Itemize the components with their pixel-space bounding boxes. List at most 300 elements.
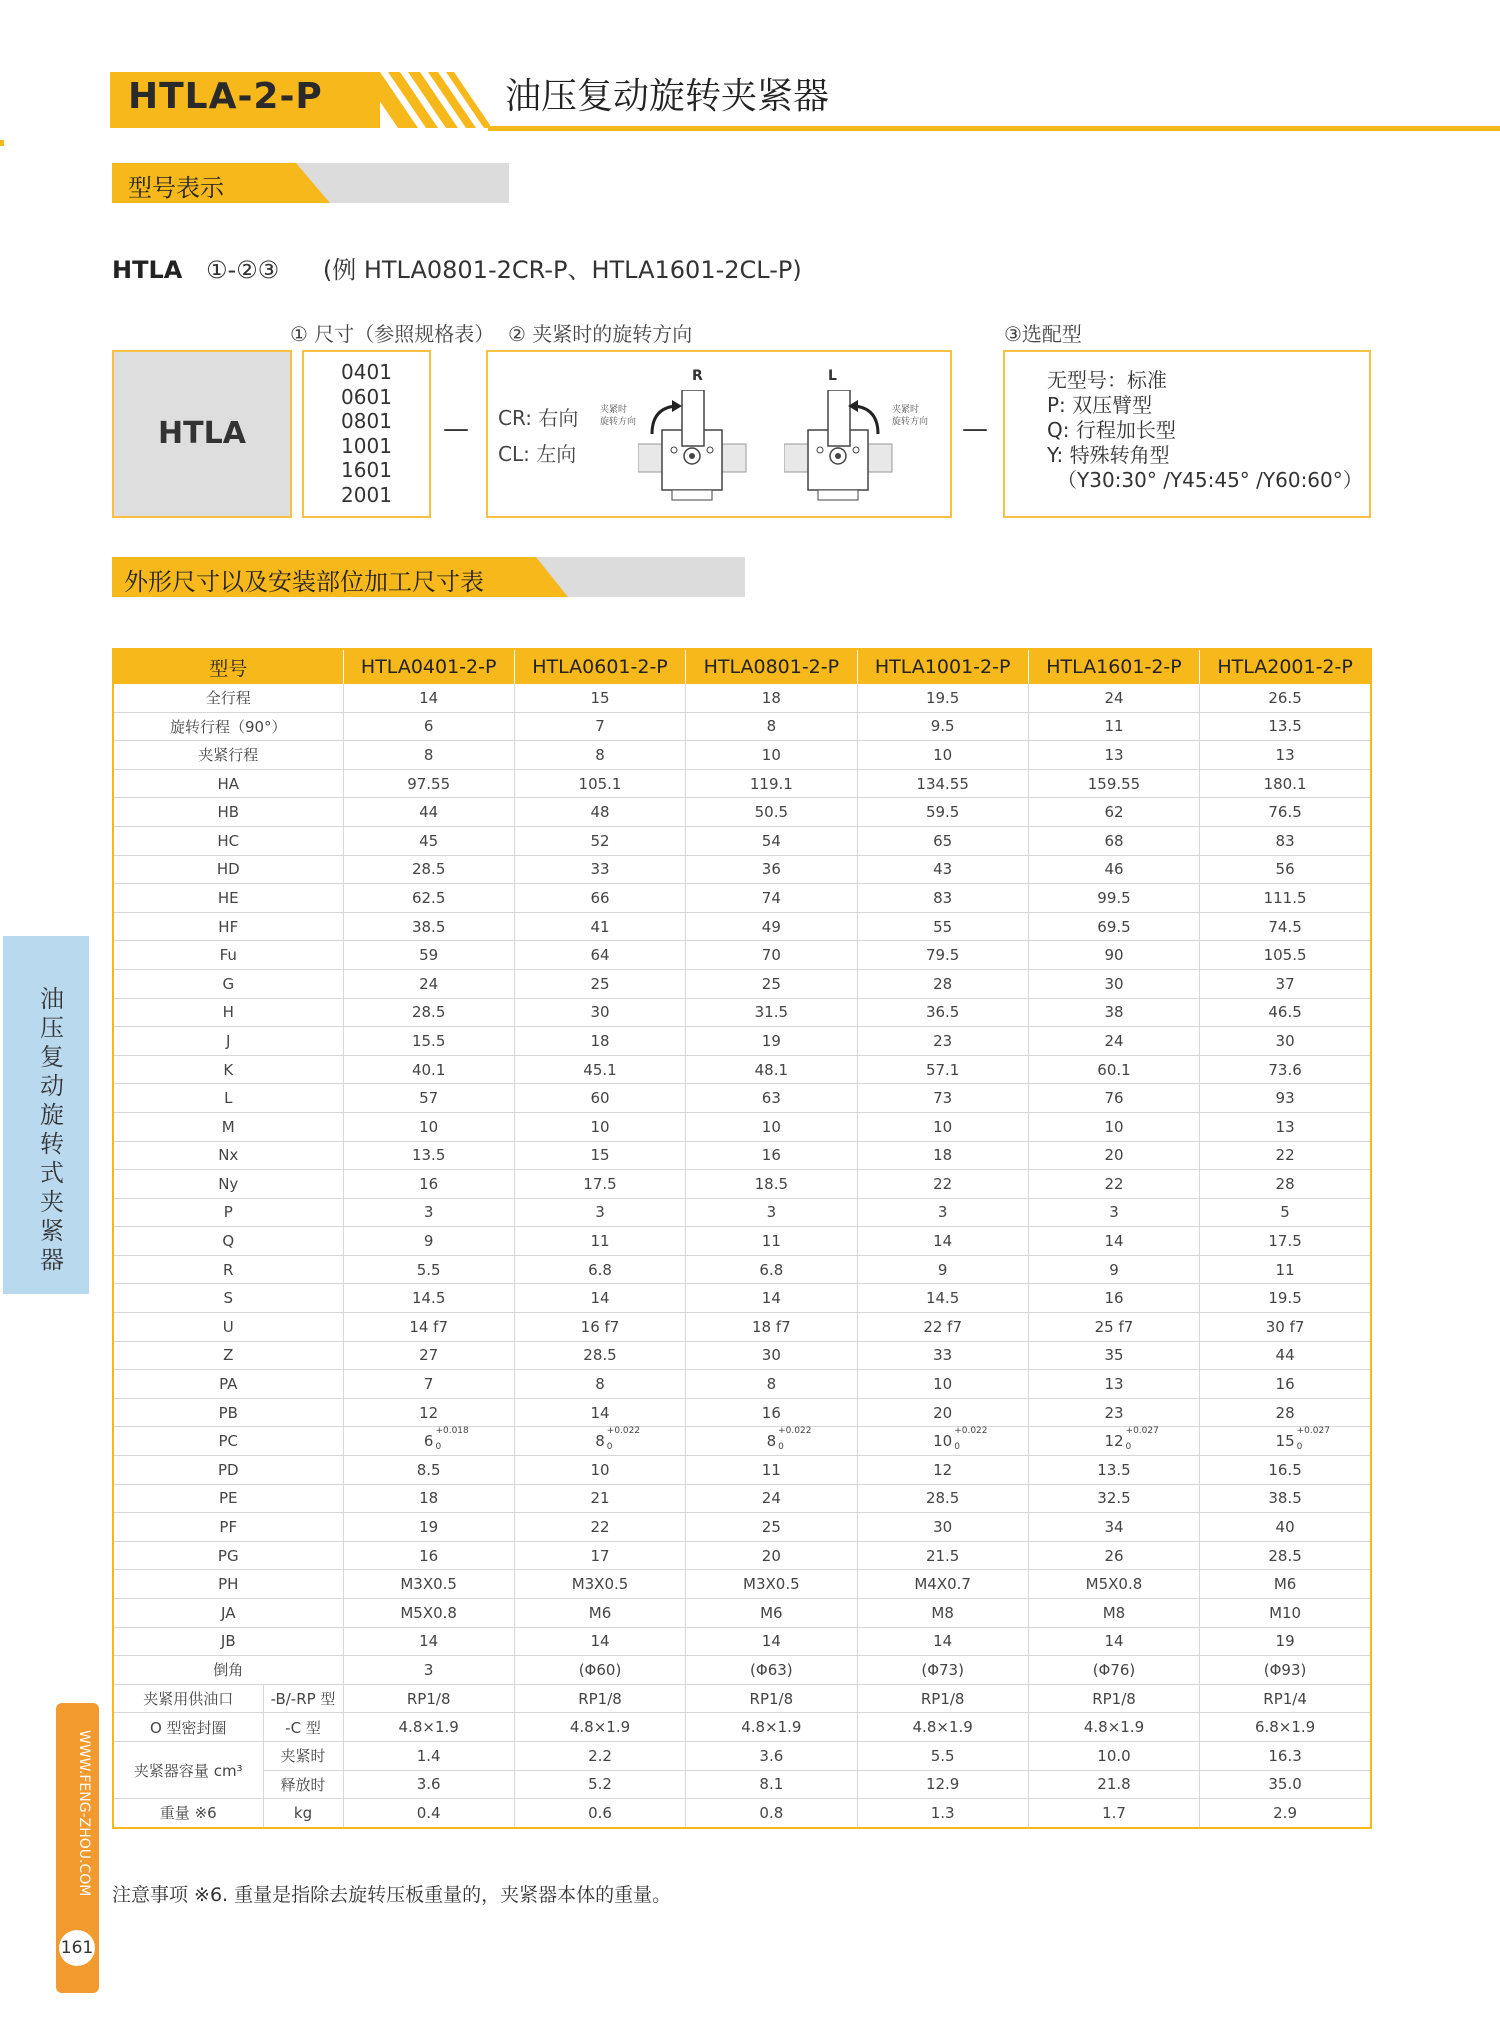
table-cell: 62.5 [343,884,514,913]
table-row [113,1227,1371,1256]
row-sublabel: kg [263,1799,343,1828]
table-row [113,712,1371,741]
table-cell: 83 [1200,826,1371,855]
table-cell: 17 [514,1541,685,1570]
table-cell: 28 [1200,1398,1371,1427]
table-row [113,1398,1371,1427]
table-row [113,1341,1371,1370]
table-cell: 12.9 [857,1770,1028,1799]
table-cell: 2.2 [514,1741,685,1770]
dir-note-right [600,404,636,428]
table-cell: M6 [686,1599,857,1628]
table-cell: 93 [1200,1084,1371,1113]
table-cell: 10 [857,1112,1028,1141]
direction-box [486,350,952,518]
table-cell: 1.4 [343,1741,514,1770]
table-cell: 45 [343,826,514,855]
spec-table [112,648,1372,1829]
lower-tolerance: 0 [1125,1442,1132,1453]
size-item: 0801 [341,409,392,433]
table-cell: 13.5 [1200,712,1371,741]
table-cell: 22 f7 [857,1313,1028,1342]
table-cell: RP1/4 [1200,1684,1371,1713]
row-label: PH [113,1570,343,1599]
table-cell: M8 [1028,1599,1199,1628]
table-row [113,1456,1371,1485]
table-cell: 49 [686,912,857,941]
upper-tolerance: +0.022 [606,1426,641,1437]
dir-note-line: 夹紧时 [892,405,920,415]
table-row [113,1570,1371,1599]
table-row [113,1170,1371,1199]
table-row [113,769,1371,798]
row-label: G [113,969,343,998]
row-label: Q [113,1227,343,1256]
table-header-model: HTLA0801-2-P [686,649,857,684]
table-cell: 3 [857,1198,1028,1227]
table-cell: 8 [514,741,685,770]
table-cell: 30 f7 [1200,1313,1371,1342]
row-label: PE [113,1484,343,1513]
nominal-value: 12 [1104,1432,1124,1451]
table-cell: 38 [1028,998,1199,1027]
header-underline [488,126,1500,131]
table-cell: 7 [343,1370,514,1399]
table-cell: 41 [514,912,685,941]
table-cell: M8 [857,1599,1028,1628]
table-cell: 3.6 [343,1770,514,1799]
option-list [1047,368,1363,493]
table-cell: 7 [514,712,685,741]
table-cell: 28.5 [514,1341,685,1370]
table-cell: 46 [1028,855,1199,884]
table-cell: 8.1 [686,1770,857,1799]
upper-tolerance: +0.027 [1296,1426,1330,1437]
table-cell-tolerance [514,1427,685,1456]
table-cell: M5X0.8 [1028,1570,1199,1599]
size-box [302,350,431,518]
table-row [113,1627,1371,1656]
table-cell: 16 [686,1398,857,1427]
table-cell: 14 [857,1627,1028,1656]
size-item: 1001 [341,433,392,458]
table-cell: 90 [1028,941,1199,970]
table-cell: (Φ60) [514,1656,685,1685]
lower-tolerance: 0 [606,1442,613,1453]
table-cell: 74.5 [1200,912,1371,941]
table-cell: 18 [857,1141,1028,1170]
table-cell: 57 [343,1084,514,1113]
table-cell: 3 [343,1198,514,1227]
tolerance-value [1104,1426,1159,1453]
table-cell: 10 [343,1112,514,1141]
lower-tolerance: 0 [954,1442,960,1453]
table-header-model: HTLA0601-2-P [514,649,685,684]
table-cell: 45.1 [514,1055,685,1084]
table-cell: 34 [1028,1513,1199,1542]
table-cell: 19 [1200,1627,1371,1656]
table-cell: (Φ63) [686,1656,857,1685]
label-size: ① 尺寸（参照规格表） [290,322,495,346]
table-cell: 48.1 [686,1055,857,1084]
table-cell: 1.3 [857,1799,1028,1828]
table-cell: 22 [1200,1141,1371,1170]
table-cell: 5.5 [857,1741,1028,1770]
table-cell: 23 [1028,1398,1199,1427]
table-cell: RP1/8 [514,1684,685,1713]
table-cell: 22 [1028,1170,1199,1199]
table-cell: M3X0.5 [514,1570,685,1599]
row-label: PG [113,1541,343,1570]
table-cell-tolerance [686,1427,857,1456]
table-cell: M5X0.8 [343,1599,514,1628]
table-row [113,969,1371,998]
row-label: HE [113,884,343,913]
row-sublabel: 夹紧时 [263,1741,343,1770]
table-cell: 11 [686,1456,857,1485]
table-row [113,1313,1371,1342]
table-cell: 20 [1028,1141,1199,1170]
row-label: PD [113,1456,343,1485]
table-cell: M4X0.7 [857,1570,1028,1599]
table-cell: 105.1 [514,769,685,798]
table-cell: 60.1 [1028,1055,1199,1084]
table-cell: 10 [857,1370,1028,1399]
table-cell: 14 [514,1627,685,1656]
table-cell: 4.8×1.9 [1028,1713,1199,1742]
row-sublabel: -B/-RP 型 [263,1684,343,1713]
table-cell: 21.8 [1028,1770,1199,1799]
table-cell: 0.4 [343,1799,514,1828]
table-cell: 60 [514,1084,685,1113]
row-label: O 型密封圈 [113,1713,263,1742]
row-label: M [113,1112,343,1141]
table-cell: 16 [343,1170,514,1199]
row-label: S [113,1284,343,1313]
table-row [113,1656,1371,1685]
table-cell: 6 [343,712,514,741]
row-label: P [113,1198,343,1227]
table-cell: 28.5 [857,1484,1028,1513]
table-cell: 10 [857,741,1028,770]
table-header-model: HTLA1001-2-P [857,649,1028,684]
table-cell: 30 [857,1513,1028,1542]
table-header-model: HTLA0401-2-P [343,649,514,684]
table-row [113,1198,1371,1227]
section-model-title: 型号表示 [128,174,224,202]
table-cell: 20 [857,1398,1028,1427]
table-cell: 36.5 [857,998,1028,1027]
table-cell-tolerance [343,1427,514,1456]
table-cell: 0.6 [514,1799,685,1828]
table-cell: 33 [857,1341,1028,1370]
row-label: 旋转行程（90°） [113,712,343,741]
table-header-model: HTLA1601-2-P [1028,649,1199,684]
table-cell: 8 [343,741,514,770]
table-cell: 62 [1028,798,1199,827]
row-label: HD [113,855,343,884]
row-label: Ny [113,1170,343,1199]
table-cell: 36 [686,855,857,884]
table-row [113,1513,1371,1542]
table-cell: 21.5 [857,1541,1028,1570]
table-cell: 4.8×1.9 [343,1713,514,1742]
table-cell: 16.3 [1200,1741,1371,1770]
table-cell: 13 [1200,741,1371,770]
row-label: K [113,1055,343,1084]
table-cell: 8 [686,1370,857,1399]
table-row [113,741,1371,770]
upper-tolerance: +0.027 [1125,1426,1159,1437]
table-cell: 3 [514,1198,685,1227]
row-label: 重量 ※6 [113,1799,263,1828]
table-cell: 6.8 [514,1255,685,1284]
option-item: Y: 特殊转角型 [1047,443,1170,467]
table-cell: 14 [1028,1227,1199,1256]
table-row [113,912,1371,941]
table-cell: 30 [1200,1027,1371,1056]
table-row [113,684,1371,712]
table-cell: 28.5 [343,855,514,884]
table-row [113,1284,1371,1313]
table-cell: (Φ76) [1028,1656,1199,1685]
table-row [113,1799,1371,1828]
website-url: WWW.FENG-ZHOU.COM [76,1730,92,1897]
table-row [113,1484,1371,1513]
table-cell: 33 [514,855,685,884]
row-label: HB [113,798,343,827]
table-cell: 22 [857,1170,1028,1199]
label-option: ③选配型 [1004,322,1082,346]
table-cell: M6 [514,1599,685,1628]
table-row [113,1599,1371,1628]
table-cell: 25 [686,1513,857,1542]
clamp-right-drawing [638,390,748,510]
table-cell: 18 [686,684,857,712]
lower-tolerance: 0 [1296,1442,1303,1453]
row-label: L [113,1084,343,1113]
table-cell: 35 [1028,1341,1199,1370]
table-cell: 16 f7 [514,1313,685,1342]
size-item: 2001 [341,482,392,507]
dir-note-line: 夹紧时 [600,405,628,415]
table-cell: 10 [514,1456,685,1485]
table-cell: 10 [686,1112,857,1141]
nominal-value: 10 [933,1432,953,1451]
table-cell: 19.5 [1200,1284,1371,1313]
table-cell: 6.8×1.9 [1200,1713,1371,1742]
dir-note-line: 旋转方向 [892,417,929,427]
table-cell: 28 [857,969,1028,998]
table-cell: 76 [1028,1084,1199,1113]
row-label: Z [113,1341,343,1370]
row-label: 夹紧器容量 cm³ [113,1741,263,1798]
table-cell: 13.5 [343,1141,514,1170]
table-cell: 18 [343,1484,514,1513]
table-cell: 66 [514,884,685,913]
dash-separator: — [443,414,469,444]
nominal-value: 8 [595,1432,605,1451]
nominal-value: 15 [1275,1432,1295,1451]
table-cell: M6 [1200,1570,1371,1599]
option-item: Q: 行程加长型 [1047,418,1176,442]
table-cell: 24 [1028,684,1199,712]
table-cell: 17.5 [514,1170,685,1199]
dir-note-line: 旋转方向 [600,417,637,427]
tolerance-value [423,1426,469,1453]
table-cell: 10 [686,741,857,770]
page-number: 161 [59,1930,95,1966]
dir-cr: CR: 右向 [498,406,579,430]
table-cell: 59 [343,941,514,970]
tolerance-value [595,1426,641,1453]
option-box [1003,350,1371,518]
table-cell: 3 [1028,1198,1199,1227]
row-label: Nx [113,1141,343,1170]
table-cell: 64 [514,941,685,970]
table-cell: 14 [514,1284,685,1313]
option-item: （Y30:30° /Y45:45° /Y60:60°） [1057,468,1363,492]
table-cell: RP1/8 [343,1684,514,1713]
table-cell: 21 [514,1484,685,1513]
table-row [113,998,1371,1027]
table-row [113,1027,1371,1056]
table-cell: 79.5 [857,941,1028,970]
table-cell: 180.1 [1200,769,1371,798]
table-row [113,1770,1371,1799]
table-cell: 40.1 [343,1055,514,1084]
table-cell: 11 [686,1227,857,1256]
table-cell: 18 [514,1027,685,1056]
tolerance-value [766,1426,812,1453]
row-label: 夹紧用供油口 [113,1684,263,1713]
label-direction: ② 夹紧时的旋转方向 [508,322,693,346]
table-cell: 4.8×1.9 [686,1713,857,1742]
lower-tolerance: 0 [778,1442,784,1453]
table-row [113,1255,1371,1284]
row-label: 倒角 [113,1656,343,1685]
table-cell: 1.7 [1028,1799,1199,1828]
table-cell: 11 [514,1227,685,1256]
table-cell: 23 [857,1027,1028,1056]
table-cell: 20 [686,1541,857,1570]
table-cell: 3 [343,1656,514,1685]
table-cell: 3 [686,1198,857,1227]
table-cell: 28.5 [1200,1541,1371,1570]
table-cell: 9 [343,1227,514,1256]
table-cell: 111.5 [1200,884,1371,913]
table-cell: 30 [1028,969,1199,998]
table-cell: 99.5 [1028,884,1199,913]
header-stripes [360,72,490,132]
table-cell: 54 [686,826,857,855]
table-row [113,1741,1371,1770]
table-cell: 55 [857,912,1028,941]
table-cell: 10 [514,1112,685,1141]
row-label: R [113,1255,343,1284]
table-cell: 2.9 [1200,1799,1371,1828]
table-cell: 18.5 [686,1170,857,1199]
row-label: HF [113,912,343,941]
row-label: HC [113,826,343,855]
table-cell: 14 [343,1627,514,1656]
table-cell: 65 [857,826,1028,855]
table-cell: 14 [857,1227,1028,1256]
table-cell: 5 [1200,1198,1371,1227]
htla-box [112,350,292,518]
upper-tolerance: +0.018 [435,1426,469,1437]
size-item: 0401 [341,360,392,384]
table-row [113,884,1371,913]
table-row [113,1370,1371,1399]
table-cell: 83 [857,884,1028,913]
page-title: 油压复动旋转夹紧器 [505,76,830,117]
row-label: U [113,1313,343,1342]
table-cell: 13 [1028,1370,1199,1399]
table-header-label: 型号 [113,649,343,684]
table-cell: 14 [343,684,514,712]
table-cell: 15 [514,1141,685,1170]
table-cell: (Φ93) [1200,1656,1371,1685]
row-label: H [113,998,343,1027]
model-code-line [112,250,802,285]
table-cell: RP1/8 [857,1684,1028,1713]
table-row [113,1541,1371,1570]
table-cell: 56 [1200,855,1371,884]
table-cell: 11 [1028,712,1199,741]
model-prefix: HTLA [112,256,183,284]
table-cell-tolerance [857,1427,1028,1456]
dir-note-left [892,404,928,428]
table-cell: 30 [514,998,685,1027]
table-cell: 8 [686,712,857,741]
table-cell: 46.5 [1200,998,1371,1027]
row-label: Fu [113,941,343,970]
table-cell: 27 [343,1341,514,1370]
table-cell: 31.5 [686,998,857,1027]
dir-cl: CL: 左向 [498,442,577,466]
table-cell: 74 [686,884,857,913]
table-cell: 52 [514,826,685,855]
table-cell: M3X0.5 [343,1570,514,1599]
table-cell: 14 [686,1284,857,1313]
table-cell: 19 [686,1027,857,1056]
row-label: PA [113,1370,343,1399]
table-cell: 97.55 [343,769,514,798]
page-model-title: HTLA-2-P [128,76,323,117]
table-cell: 8.5 [343,1456,514,1485]
table-cell: 43 [857,855,1028,884]
table-cell: 14.5 [343,1284,514,1313]
row-sublabel: 释放时 [263,1770,343,1799]
table-cell: 16 [1200,1370,1371,1399]
row-label: PB [113,1398,343,1427]
table-cell: 28.5 [343,998,514,1027]
table-row [113,1141,1371,1170]
table-cell: 25 [686,969,857,998]
left-margin-mark [0,140,4,146]
table-cell: 48 [514,798,685,827]
table-cell: 28 [1200,1170,1371,1199]
section-dims-title: 外形尺寸以及安装部位加工尺寸表 [124,568,484,596]
upper-tolerance: +0.022 [954,1426,988,1437]
table-cell: M3X0.5 [686,1570,857,1599]
table-cell: 24 [343,969,514,998]
footnote: 注意事项 ※6. 重量是指除去旋转压板重量的，夹紧器本体的重量。 [112,1884,672,1906]
option-item: 无型号：标准 [1047,368,1167,392]
row-label: PC [113,1427,343,1456]
table-cell: 50.5 [686,798,857,827]
